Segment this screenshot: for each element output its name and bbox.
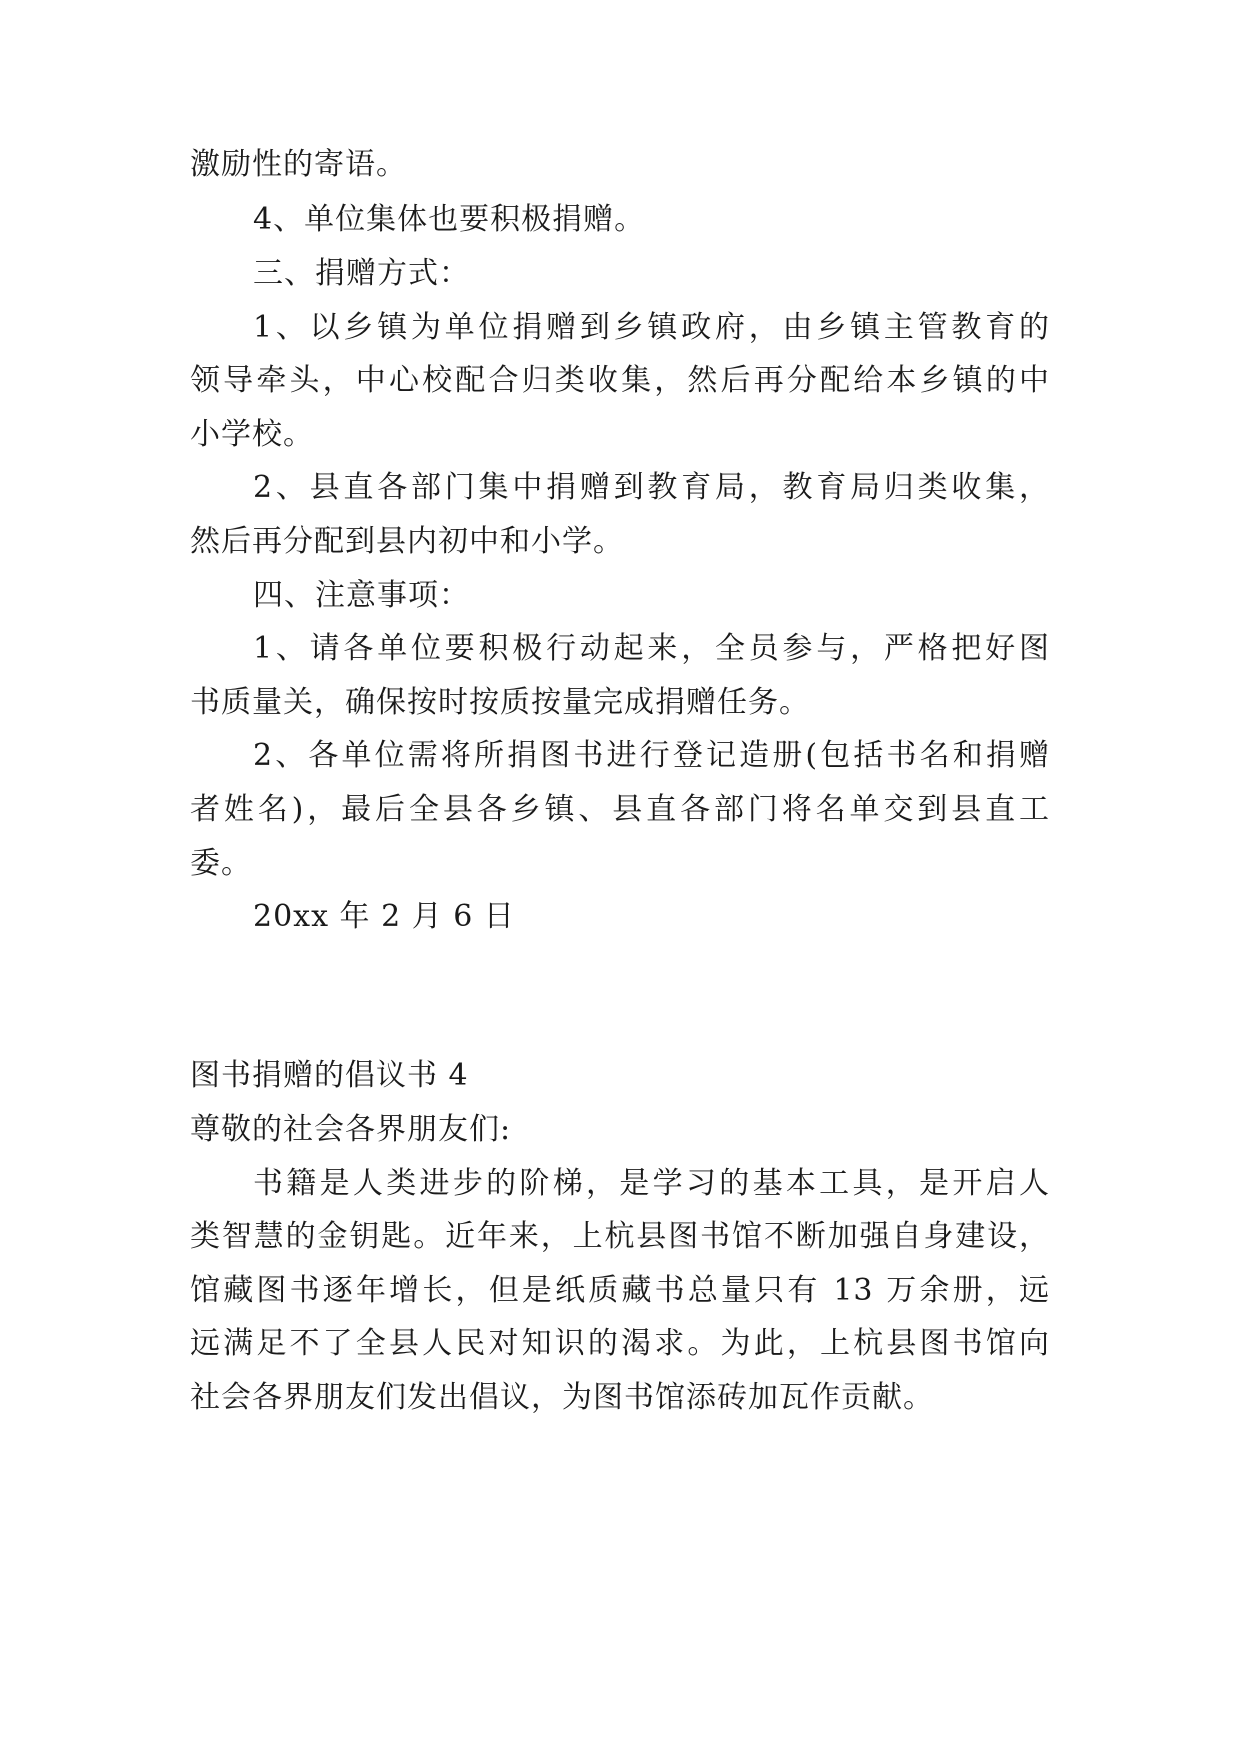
paragraph-line: 社会各界朋友们发出倡议，为图书馆添砖加瓦作贡献。 — [190, 1380, 934, 1415]
body-text-line: 书质量关，确保按时按质按量完成捐赠任务。 — [190, 685, 810, 720]
section-heading: 四、注意事项： — [253, 578, 470, 613]
document-title: 图书捐赠的倡议书 4 — [190, 1058, 469, 1093]
list-item: 2、各单位需将所捐图书进行登记造册(包括书名和捐赠 — [253, 738, 1050, 773]
list-item: 1、请各单位要积极行动起来，全员参与，严格把好图 — [253, 631, 1050, 666]
body-text-line: 领导牵头，中心校配合归类收集，然后再分配给本乡镇的中 — [190, 363, 1050, 398]
paragraph-line: 远满足不了全县人民对知识的渴求。为此，上杭县图书馆向 — [190, 1326, 1050, 1361]
paragraph-line: 书籍是人类进步的阶梯，是学习的基本工具，是开启人 — [253, 1166, 1050, 1201]
body-text-line: 然后再分配到县内初中和小学。 — [190, 524, 624, 559]
paragraph-line: 馆藏图书逐年增长，但是纸质藏书总量只有 13 万余册，远 — [190, 1273, 1050, 1308]
list-item: 1、以乡镇为单位捐赠到乡镇政府，由乡镇主管教育的 — [253, 310, 1050, 345]
paragraph-line: 类智慧的金钥匙。近年来，上杭县图书馆不断加强自身建设， — [190, 1219, 1050, 1254]
salutation: 尊敬的社会各界朋友们: — [190, 1112, 512, 1147]
body-text-line: 激励性的寄语。 — [190, 147, 407, 182]
body-text-line: 委。 — [190, 846, 252, 881]
body-text-line: 者姓名)，最后全县各乡镇、县直各部门将名单交到县直工 — [190, 792, 1050, 827]
list-item: 2、县直各部门集中捐赠到教育局，教育局归类收集， — [253, 470, 1050, 505]
document-date: 20xx 年 2 月 6 日 — [253, 899, 515, 934]
body-text-line: 小学校。 — [190, 417, 314, 452]
list-item: 4、单位集体也要积极捐赠。 — [253, 202, 646, 237]
section-heading: 三、捐赠方式： — [253, 256, 470, 291]
